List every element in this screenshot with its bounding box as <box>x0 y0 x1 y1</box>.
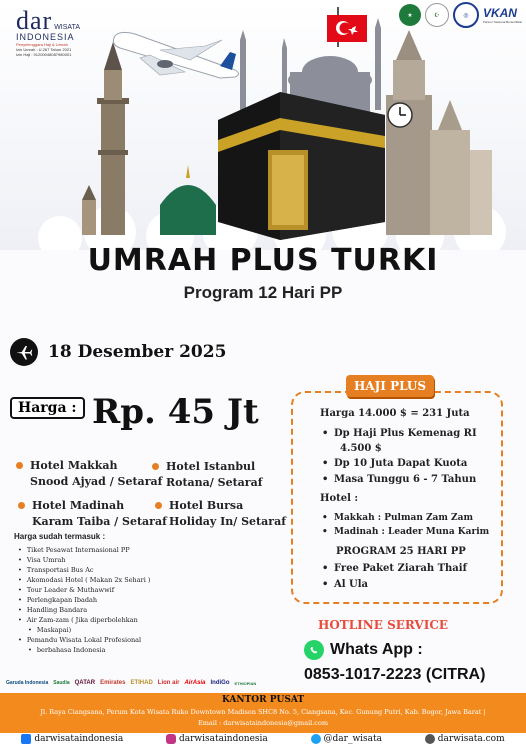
brand-country: INDONESIA <box>16 32 75 42</box>
whatsapp-row[interactable] <box>304 640 423 660</box>
list-item: • Handling Bandara <box>18 605 208 615</box>
departure-date: 18 Desember 2025 <box>48 342 227 362</box>
list-item: • Akomodasi Hotel ( Makan 2x Sehari ) <box>18 575 208 585</box>
airline-logos <box>6 672 302 694</box>
departure-row <box>10 338 226 366</box>
hotel-name: Hotel Madinah <box>32 499 125 512</box>
dar-wisata-logo <box>16 6 80 57</box>
hotel-madinah <box>32 498 167 530</box>
social-twitter[interactable] <box>311 734 382 744</box>
airplane-icon <box>10 338 38 366</box>
price-label: Harga : <box>10 397 85 419</box>
bullet-dot <box>152 463 159 470</box>
airline-ethiopian: ETHIOPIAN <box>234 680 257 686</box>
bullet-dot <box>155 502 162 509</box>
brand-wisata: WISATA <box>54 24 80 31</box>
airline-qatar: QATAR <box>74 680 96 686</box>
social-website[interactable] <box>425 734 505 744</box>
airline-garuda: Garuda Indonesia <box>6 680 49 686</box>
list-item: • Transportasi Bus Ac <box>18 565 208 575</box>
hotel-detail: Karam Taiba / Setaraf <box>32 515 167 528</box>
whatsapp-icon[interactable] <box>304 640 324 660</box>
social-facebook[interactable] <box>21 734 123 744</box>
haji-hotel: • Makkah : Pulman Zam Zam <box>334 513 473 523</box>
vkan-sub: Partner Nasional Bersertifikat <box>482 20 522 24</box>
halal-logo: ☪ <box>425 3 449 27</box>
twitter-icon <box>311 734 321 744</box>
haji-plus-tag: HAJI PLUS <box>346 375 434 397</box>
list-item-cont-text: berbahasa Indonesia <box>36 646 106 654</box>
hotel-name: Hotel Bursa <box>169 499 244 512</box>
brand-name: dar <box>16 6 53 35</box>
vkan-label: VKAN <box>482 6 517 20</box>
hotel-istanbul <box>166 459 262 491</box>
hotel-detail: Rotana/ Setaraf <box>166 476 263 489</box>
office-title: KANTOR PUSAT <box>221 695 305 705</box>
social-bar <box>0 733 526 745</box>
globe-icon <box>425 734 435 744</box>
hotline-title: HOTLINE SERVICE <box>318 618 449 632</box>
airline-saudia: Saudia <box>53 680 70 686</box>
social-text: darwisataindonesia <box>178 734 268 744</box>
airline-lion: Lion air <box>157 680 180 686</box>
license-haji: Izin Haji : 91200048087980001 <box>16 52 72 57</box>
list-item: • Air Zam-zam ( Jika diperbolehkan <box>18 615 208 625</box>
hotel-detail: Holiday In/ Setaraf <box>169 515 286 528</box>
airline-airasia: AirAsia <box>184 680 206 686</box>
hotel-detail: Snood Ajyad / Setaraf <box>30 475 163 488</box>
whatsapp-label: Whats App : <box>330 641 423 658</box>
includes-title: Harga sudah termasuk : <box>14 532 106 541</box>
airline-indigo: IndiGo <box>210 680 230 686</box>
list-item-cont-text: Maskapai) <box>36 626 72 634</box>
phone-number[interactable]: 0853-1017-2223 (CITRA) <box>304 666 486 683</box>
haji-program-item: • Free Paket Ziarah Thaif <box>334 563 467 574</box>
list-item: • Tour Leader & Muthawwif <box>18 585 208 595</box>
page-subtitle: Program 12 Hari PP <box>183 283 343 302</box>
haji-bullet: • Dp Haji Plus Kemenag RI <box>334 428 477 439</box>
includes-list <box>18 545 208 655</box>
list-item: • Pemandu Wisata Lokal Profesional <box>18 635 208 645</box>
bullet-dot <box>18 502 25 509</box>
amphuri-logo: ◎ <box>453 2 479 28</box>
office-address: Jl. Raya Ciangsana, Perum Kota Wisata Ruko Downtown Madison SHC8 No. 5, Ciangsana, Kec. Gunung Putri, Kab. Bogor, Jawa Barat | <box>40 708 486 716</box>
haji-bullet: • Masa Tunggu 6 - 7 Tahun <box>334 474 476 485</box>
office-email: Email : darwisataindonesia@gmail.com <box>197 719 329 727</box>
hotel-bursa <box>169 498 286 530</box>
haji-program-item: • Al Ula <box>334 579 368 590</box>
page-title: UMRAH PLUS TURKI <box>87 243 439 278</box>
haji-price: Harga 14.000 $ = 231 Juta <box>320 408 470 419</box>
license-umrah: Izin Umrah : U.267 Tahun 2021 <box>16 47 72 52</box>
airline-etihad: ETIHAD <box>130 680 153 686</box>
instagram-icon <box>166 734 176 744</box>
kaaba <box>218 92 385 240</box>
social-instagram[interactable] <box>166 734 268 744</box>
bullet-dot <box>16 462 23 469</box>
list-item-cont <box>18 645 208 655</box>
partner-logos <box>399 2 522 28</box>
brand-tagline: Penyelenggara Haji & Umrah <box>16 42 68 47</box>
facebook-icon <box>21 734 31 744</box>
haji-program-title: PROGRAM 25 HARI PP <box>336 546 466 557</box>
footer-office <box>0 693 526 733</box>
haji-hotel: • Madinah : Leader Muna Karim <box>334 527 489 537</box>
hotel-name: Hotel Istanbul <box>166 460 256 473</box>
hotel-name: Hotel Makkah <box>30 459 118 472</box>
social-text: darwisataindonesia <box>34 734 124 744</box>
vkan-logo <box>483 6 522 24</box>
social-text: @dar_wisata <box>323 734 383 744</box>
airline-emirates: Emirates <box>100 680 126 686</box>
list-item: • Tiket Pesawat Internasional PP <box>18 545 208 555</box>
list-item-cont <box>18 625 208 635</box>
haji-bullet: • Dp 10 Juta Dapat Kuota <box>334 458 467 469</box>
hotel-makkah <box>30 458 162 490</box>
list-item: • Perlengkapan Ibadah <box>18 595 208 605</box>
social-text: darwisata.com <box>437 734 505 744</box>
haji-bullet-cont: 4.500 $ <box>340 443 382 454</box>
haji-hotel-title: Hotel : <box>320 493 359 504</box>
price-value: Rp. 45 Jt <box>92 392 259 432</box>
list-item: • Visa Umrah <box>18 555 208 565</box>
kemenag-logo: ★ <box>399 4 421 26</box>
